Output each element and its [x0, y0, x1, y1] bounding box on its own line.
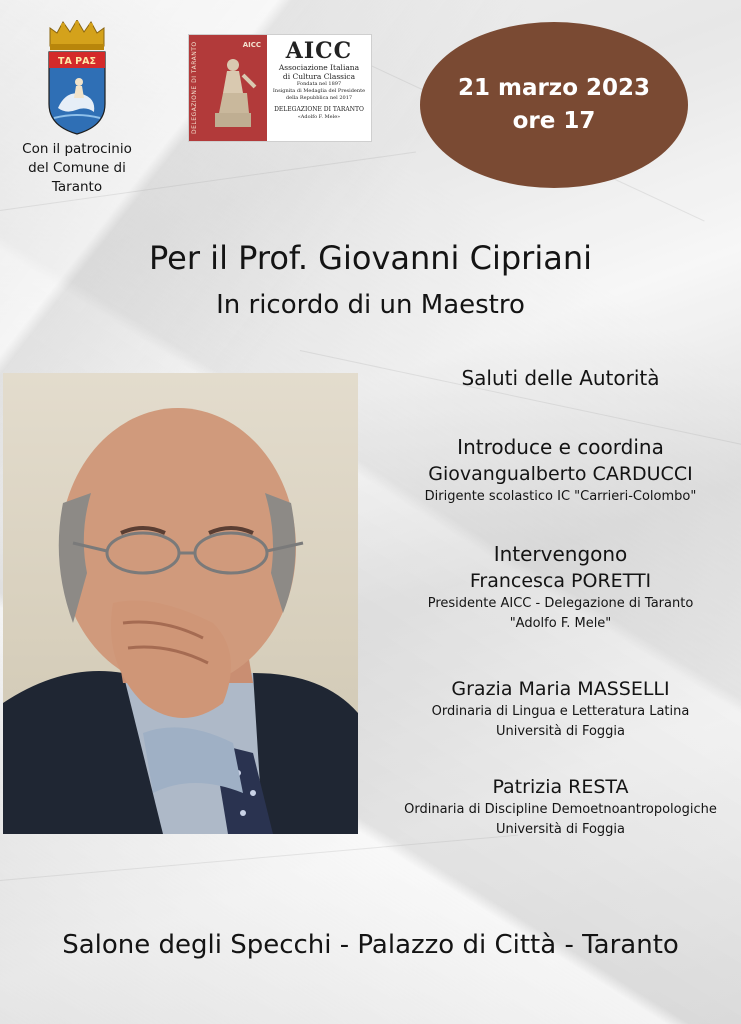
- aicc-founded: Fondata nel 1897: [296, 81, 342, 87]
- portrait-photo: [3, 373, 358, 834]
- venue-text: Salone degli Specchi - Palazzo di Città - Taranto: [62, 930, 679, 960]
- speaker-role: Università di Foggia: [495, 724, 626, 739]
- aicc-logo-text: [267, 35, 371, 141]
- page-subtitle: In ricordo di un Maestro: [216, 290, 525, 320]
- speaker-role: Ordinaria di Lingua e Letteratura Latina: [431, 704, 690, 719]
- aicc-logo-band: [189, 35, 267, 141]
- speaker-role: Presidente AICC - Delegazione di Taranto: [427, 596, 694, 611]
- speaker-name: Grazia Maria MASSELLI: [451, 678, 670, 700]
- paper-crease: [0, 835, 518, 881]
- taranto-crest-icon: [46, 20, 108, 136]
- speaker-name: Francesca PORETTI: [469, 570, 652, 592]
- speaker-role: Università di Foggia: [495, 822, 626, 837]
- speaker-name: Patrizia RESTA: [492, 776, 629, 798]
- aicc-delegation: DELEGAZIONE DI TARANTO: [274, 106, 364, 113]
- aicc-vertical-text: DELEGAZIONE DI TARANTO: [191, 41, 198, 135]
- aicc-name-line: di Cultura Classica: [282, 72, 356, 81]
- date-badge: [420, 22, 688, 188]
- page-title: Per il Prof. Giovanni Cipriani: [149, 239, 592, 277]
- greetings-heading: Saluti delle Autorità: [461, 366, 660, 390]
- intro-heading: Introduce e coordina: [457, 435, 664, 459]
- speakers-block: [380, 540, 741, 634]
- patronage-line: Taranto: [51, 179, 103, 195]
- aicc-logo: [188, 34, 372, 142]
- event-time: ore 17: [512, 108, 596, 134]
- aicc-acronym: AICC: [285, 38, 353, 64]
- speaker-role: "Adolfo F. Mele": [509, 616, 612, 631]
- patronage-text: [6, 140, 148, 197]
- patronage-line: del Comune di: [28, 160, 126, 176]
- portrait-illustration: [3, 373, 358, 834]
- speaker-block: [380, 676, 741, 742]
- speaker-role: Ordinaria di Discipline Demoetnoantropologiche: [404, 802, 717, 817]
- event-date: 21 marzo 2023: [457, 75, 651, 101]
- intro-name: Giovangualberto CARDUCCI: [428, 463, 693, 485]
- speakers-heading: Intervengono: [493, 542, 628, 566]
- intro-role: Dirigente scolastico IC "Carrieri-Colombo": [424, 489, 697, 504]
- seated-statue-icon: [203, 53, 263, 133]
- aicc-name-line: Associazione Italiana: [278, 63, 360, 72]
- patronage-line: Con il patrocinio: [22, 141, 132, 157]
- aicc-tag: AICC: [242, 41, 261, 49]
- aicc-insignia: Insignita di Medaglia del Presidente della Repubblica nel 2017: [272, 88, 366, 101]
- speaker-block: [380, 774, 741, 840]
- intro-block: [380, 433, 741, 507]
- crest-banner-text: ΤΑ ΡΑΣ: [58, 56, 96, 67]
- aicc-dedication: «Adolfo F. Mele»: [297, 114, 341, 120]
- greetings-block: [380, 364, 741, 392]
